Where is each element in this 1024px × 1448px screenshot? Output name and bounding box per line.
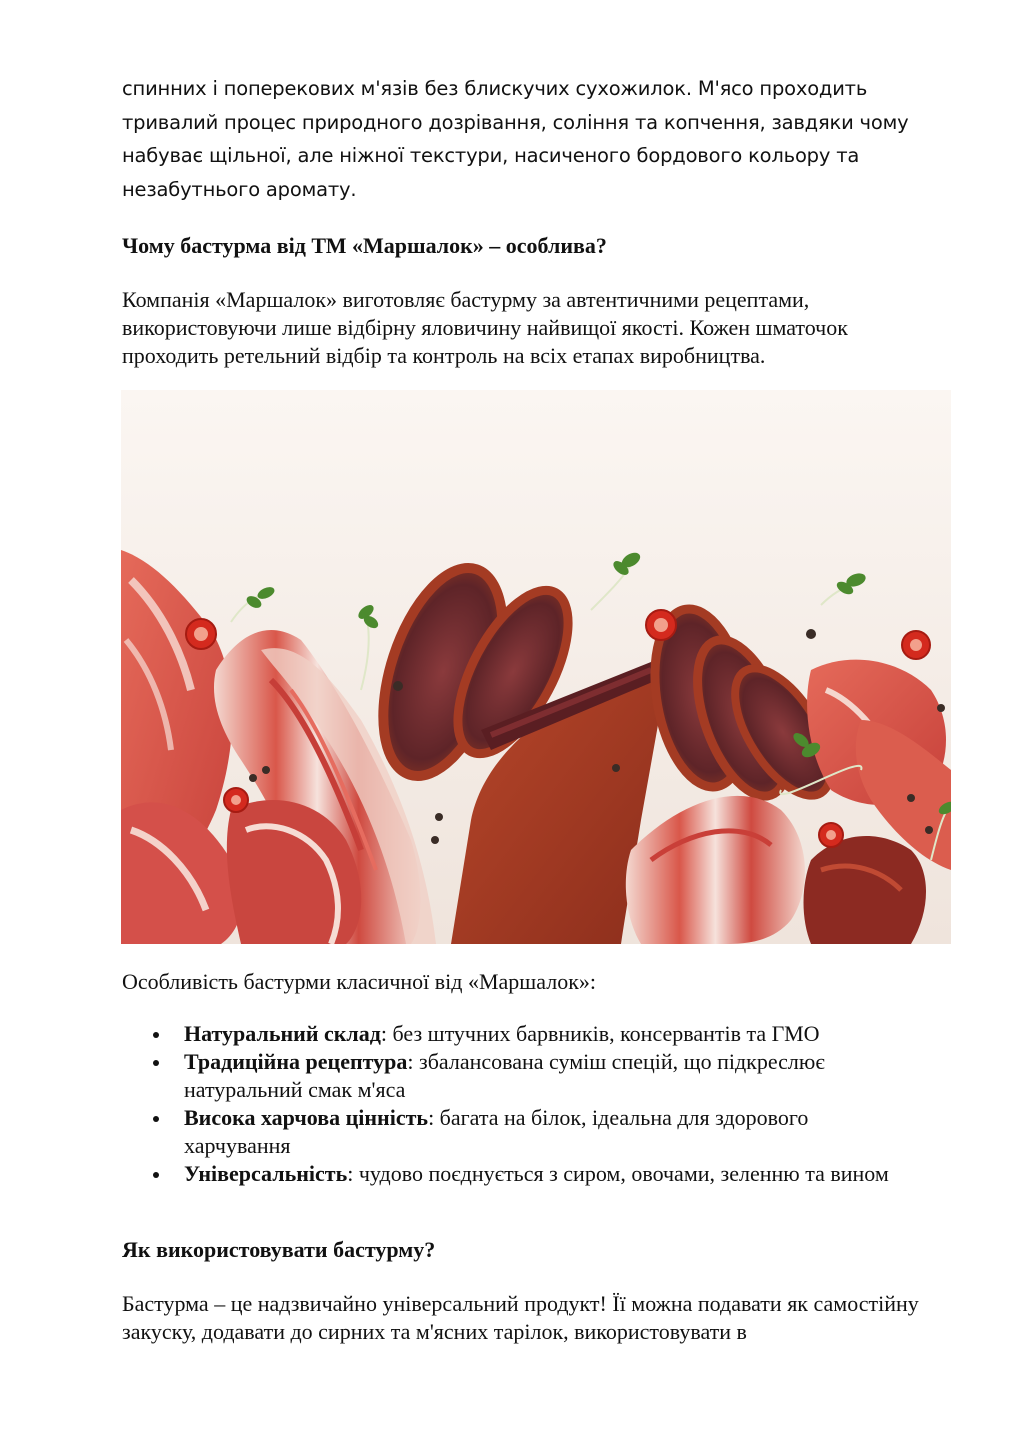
feature-term: Універсальність — [184, 1161, 348, 1186]
list-item — [122, 1104, 912, 1160]
section-heading-how-to-use: Як використовувати бастурму? — [122, 1237, 436, 1262]
features-list — [122, 1020, 912, 1188]
feature-term: Традиційна рецептура — [184, 1049, 408, 1074]
feature-term: Натуральний склад — [184, 1021, 381, 1046]
list-item — [122, 1048, 912, 1104]
intro-paragraph: спинних і поперекових м'язів без блискучих сухожилок. М'ясо проходить тривалий процес природного дозрівання, соління та копчення, завдяки чому набуває щільної, але ніжної текстури, насиченого бордового кольору та незабутнього аромату. — [122, 77, 909, 201]
feature-desc: : без штучних барвників, консервантів та ГМО — [380, 1021, 820, 1046]
feature-desc: : збалансована суміш спецій, що підкреслює натуральний смак м'яса — [184, 1049, 825, 1102]
list-item — [122, 1160, 912, 1188]
feature-desc: : багата на білок, ідеальна для здорового харчування — [184, 1105, 809, 1158]
feature-term: Висока харчова цінність — [184, 1105, 429, 1130]
section-paragraph-usage: Бастурма – це надзвичайно універсальний продукт! Її можна подавати як самостійну закуску, додавати до сирних та м'ясних тарілок, використовувати в — [122, 1291, 919, 1344]
section-heading-why-special: Чому бастурма від ТМ «Маршалок» – особлива? — [122, 233, 607, 258]
cured-meat-photo — [121, 390, 951, 944]
features-intro: Особливість бастурми класичної від «Маршалок»: — [122, 969, 596, 994]
list-item — [122, 1020, 912, 1048]
section-paragraph-company: Компанія «Маршалок» виготовляє бастурму за автентичними рецептами, використовуючи лише відбірну яловичину найвищої якості. Кожен шматочок проходить ретельний відбір та контроль на всіх етапах виробництва. — [122, 287, 848, 368]
feature-desc: : чудово поєднується з сиром, овочами, зеленню та вином — [347, 1161, 889, 1186]
